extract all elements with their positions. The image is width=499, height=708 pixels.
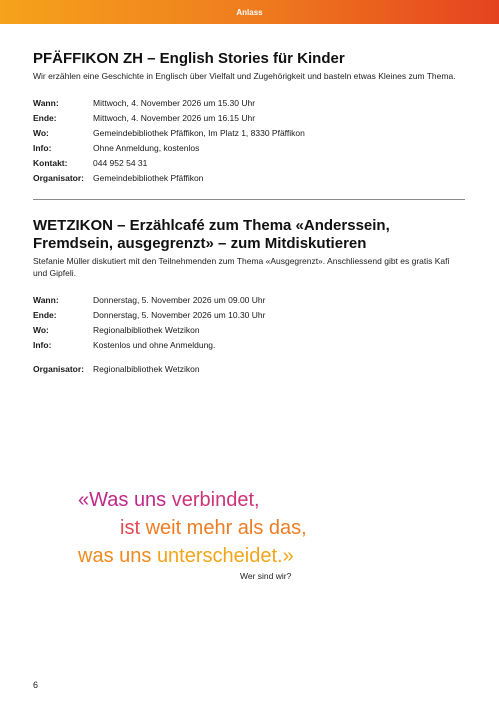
detail-label: Wo: [33,128,49,138]
detail-value: Mittwoch, 4. November 2026 um 15.30 Uhr [93,98,256,108]
detail-row-info [33,141,465,156]
page-number: 6 [33,680,39,690]
quote-line-2 [78,514,338,542]
event-pfaeffikon [33,50,465,186]
detail-label: Wo: [33,325,49,335]
detail-value: Regionalbibliothek Wetzikon [93,325,200,335]
quote-text: was uns [78,545,152,567]
quote-line-3 [78,542,338,570]
event-details [33,293,465,377]
detail-value: Ohne Anmeldung, kostenlos [93,143,200,153]
section-title: Anlass [236,7,263,17]
detail-value: Gemeindebibliothek Pfäffikon [93,173,204,183]
detail-value: Donnerstag, 5. November 2026 um 09.00 Uhr [93,295,266,305]
event-title: PFÄFFIKON ZH – English Stories für Kinder [33,50,345,67]
detail-row-organizer [33,171,465,186]
detail-row-when [33,293,465,308]
quote-block [78,486,338,570]
event-list [33,50,465,377]
detail-label: Organisator: [33,364,85,374]
detail-value: Mittwoch, 4. November 2026 um 16.15 Uhr [93,113,256,123]
detail-label: Wann: [33,295,59,305]
detail-value: Gemeindebibliothek Pfäffikon, Im Platz 1, 8330 Pfäffikon [93,128,305,138]
event-description: Wir erzählen eine Geschichte in Englisch über Vielfalt und Zugehörigkeit und basteln etwas Kleines zum Thema. [33,71,456,81]
quote-source: Wer sind wir? [240,571,292,581]
event-title: WETZIKON – Erzählcafé zum Thema «Anderssein, Fremdsein, ausgegrenzt» – zum Mitdiskutieren [33,217,390,252]
detail-row-where [33,126,465,141]
event-description: Stefanie Müller diskutiert mit den Teilnehmenden zum Thema «Ausgegrenzt». Anschliessend gibt es gratis Kafi und Gipfeli. [33,256,450,278]
detail-row-when [33,96,465,111]
detail-row-contact [33,156,465,171]
detail-label: Organisator: [33,173,85,183]
detail-label: Ende: [33,310,57,320]
quote-text: unterscheidet.» [156,545,294,567]
event-wetzikon [33,217,465,377]
quote-text: weit mehr als das, [145,517,307,539]
detail-value: Regionalbibliothek Wetzikon [93,364,200,374]
detail-label: Wann: [33,98,59,108]
quote-text: «Was uns [78,489,167,511]
section-header-bar [0,0,499,24]
detail-label: Info: [33,340,52,350]
quote-text: ist [120,517,140,539]
quote-text: verbindet, [171,489,260,511]
detail-row-end [33,111,465,126]
section-divider [33,199,465,200]
detail-label: Ende: [33,113,57,123]
detail-row-organizer [33,362,465,377]
detail-row-end [33,308,465,323]
detail-row-where [33,323,465,338]
detail-value: Kostenlos und ohne Anmeldung. [93,340,216,350]
detail-label: Kontakt: [33,158,68,168]
quote-line-1 [78,486,338,514]
detail-value: Donnerstag, 5. November 2026 um 10.30 Uhr [93,310,266,320]
row-spacer [33,353,465,362]
detail-row-info [33,338,465,353]
contact-phone: 044 952 54 31 [93,158,148,168]
detail-label: Info: [33,143,52,153]
event-details [33,96,465,186]
